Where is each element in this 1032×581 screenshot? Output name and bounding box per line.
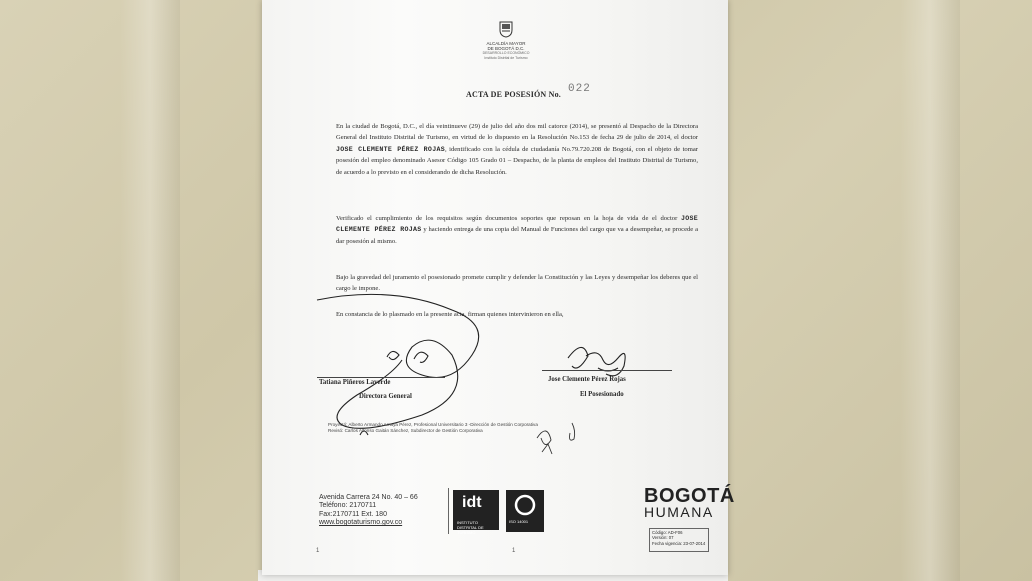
p2-person-name: JOSE CLEMENTE PÉREZ ROJAS bbox=[336, 215, 698, 234]
signer-left-name: Tatiana Piñeros Laverde bbox=[319, 379, 391, 386]
footer-contact bbox=[319, 494, 418, 528]
acta-title: ACTA DE POSESIÓN No. bbox=[466, 90, 561, 99]
doc-code: Código: AD-F06 bbox=[652, 530, 683, 535]
prepared-line-2: Revisó: Carlos Alfonso Gaitán Sánchez, Subdirector de Gestión Corporativa bbox=[328, 428, 483, 433]
paragraph-2 bbox=[336, 213, 698, 247]
prepared-by bbox=[328, 422, 538, 434]
paragraph-1 bbox=[336, 121, 698, 178]
iso-seal-icon bbox=[514, 494, 536, 516]
prepared-line-1: Proyectó: Alberto Armando Amaya Pérez, Profesional Universitario 3 -Dirección de Gestión Corporativa bbox=[328, 422, 538, 427]
idt-logo-sub: INSTITUTO DISTRITAL DE TURISMO bbox=[457, 520, 484, 535]
institution-line-1: ALCALDÍA MAYOR bbox=[486, 41, 526, 46]
iso-label: ISO 14001 bbox=[509, 519, 529, 524]
page-mark-center: 1 bbox=[512, 548, 516, 554]
brand-bottom: HUMANA bbox=[644, 504, 714, 520]
p1-text-b: , identificado con la cédula de ciudadanía No.79.720.208 de Bogotá, con el objeto de tomar posesión del empleo denominado Asesor Código 105 Grado 01 – Despacho, de la planta de empleos del Instituto Distrital de Turismo, de acuerdo a lo previsto en el considerando de dicha Resolución. bbox=[336, 145, 698, 176]
bogota-humana-logo bbox=[644, 485, 735, 520]
document-code-box bbox=[649, 528, 709, 552]
footer-divider bbox=[448, 488, 449, 534]
signer-left-role: Directora General bbox=[359, 393, 412, 400]
brand-top: BOGOTÁ bbox=[644, 485, 735, 507]
institution-sub-2: Instituto Distrital de Turismo bbox=[484, 56, 528, 60]
footer-address: Avenida Carrera 24 No. 40 – 66 bbox=[319, 494, 418, 501]
initials-mark bbox=[532, 418, 592, 458]
background-fold-right bbox=[900, 0, 960, 581]
page-mark-left: 1 bbox=[316, 548, 320, 554]
signature-line-right bbox=[542, 370, 672, 371]
signature-left-drawing bbox=[302, 285, 502, 445]
coat-of-arms-icon bbox=[498, 20, 514, 38]
signer-right-role: El Posesionado bbox=[580, 391, 624, 398]
doc-date: Fecha vigencia: 23-07-2014 bbox=[652, 540, 706, 546]
institution-sub-1: DESARROLLO ECONÓMICO bbox=[482, 51, 530, 55]
p2-text-a: Verificado el cumplimiento de los requisitos según documentos soportes que reposan en la hoja de vida de el doctor bbox=[336, 215, 681, 222]
institution-line-2: DE BOGOTÁ D.C. bbox=[487, 46, 525, 51]
idt-logo bbox=[453, 490, 499, 535]
signature-line-left bbox=[317, 377, 445, 378]
footer-web-link[interactable]: www.bogotaturismo.gov.co bbox=[319, 519, 403, 527]
paragraph-3: Bajo la gravedad del juramento el posesionado promete cumplir y defender la Constitución y las Leyes y desempeñar los deberes que el cargo le impone. bbox=[336, 274, 698, 293]
signer-right-name: Jose Clemente Pérez Rojas bbox=[548, 376, 626, 383]
p1-text-a: En la ciudad de Bogotá, D.C., el día veintinueve (29) de julio del año dos mil catorce (2014), se presentó al Despacho de la Directora General del Instituto Distrital de Turismo, en virtud de lo dispuesto en la Resolución No.153 de fecha 29 de julio de 2014, el doctor bbox=[336, 123, 698, 142]
doc-version: Versión: 07 bbox=[652, 535, 674, 541]
paragraph-4: En constancia de lo plasmado en la presente acta, firman quienes intervinieron en ella, bbox=[336, 311, 564, 318]
iso-certification-logo bbox=[506, 490, 544, 532]
background-fold-left bbox=[120, 0, 180, 581]
document-page bbox=[262, 0, 735, 575]
footer-phone: Teléfono: 2170711 bbox=[319, 502, 377, 510]
idt-logo-text: idt bbox=[462, 494, 482, 511]
footer-fax: Fax:2170711 Ext. 180 bbox=[319, 510, 387, 518]
institution-header bbox=[474, 41, 538, 61]
p2-text-b: y haciendo entrega de una copia del Manual de Funciones del cargo que va a desempeñar, se procede a dar posesión al mismo. bbox=[336, 226, 698, 245]
p1-person-name: JOSE CLEMENTE PÉREZ ROJAS bbox=[336, 145, 445, 153]
acta-number: 022 bbox=[568, 83, 591, 95]
